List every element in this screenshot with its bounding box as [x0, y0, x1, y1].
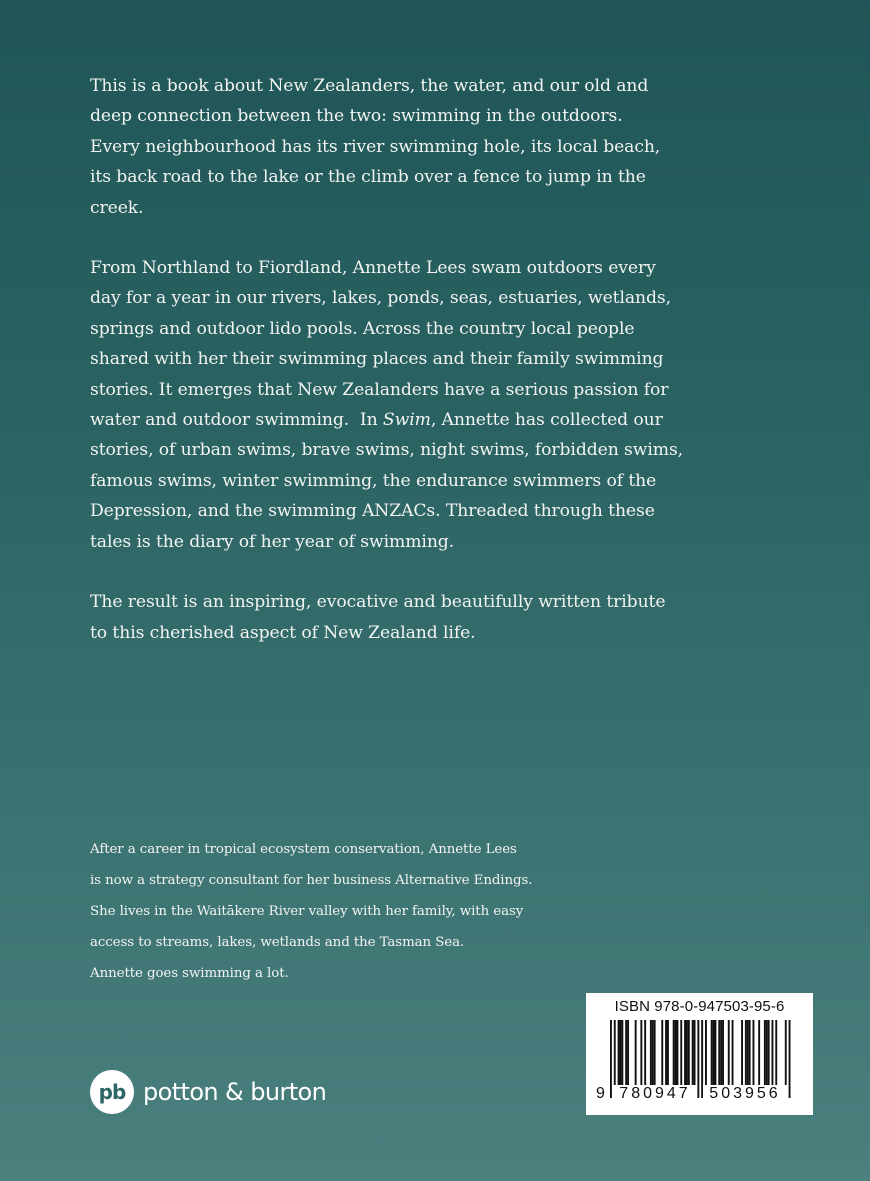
ean-first-digit: 9	[596, 1085, 605, 1102]
blurb-paragraph-2	[90, 253, 690, 557]
barcode-bar	[732, 1020, 734, 1085]
barcode-bar	[680, 1020, 682, 1085]
bio-line: After a career in tropical ecosystem conservation, Annette Lees	[90, 842, 517, 857]
barcode-bar	[652, 1020, 654, 1085]
blurb-line: stories, of urban swims, brave swims, night swims, forbidden swims,	[90, 440, 684, 461]
barcode-bar	[644, 1020, 646, 1085]
isbn-label: ISBN 978-0-947503-95-6	[614, 998, 785, 1015]
barcode-bar	[766, 1020, 768, 1085]
blurb-line: water and outdoor swimming. In	[90, 410, 383, 431]
isbn-barcode	[586, 993, 813, 1115]
barcode-bar	[610, 1020, 612, 1098]
blurb-line: Depression, and the swimming ANZACs. Threaded through these	[90, 501, 655, 522]
barcode-bar	[728, 1020, 730, 1085]
blurb-line: The result is an inspiring, evocative and beautifully written tribute	[90, 592, 666, 613]
blurb-line: to this cherished aspect of New Zealand life.	[90, 622, 476, 643]
barcode-bar	[620, 1020, 622, 1085]
barcode-bar	[625, 1020, 627, 1085]
barcode-bar	[621, 1020, 623, 1085]
barcode-bar	[677, 1020, 679, 1085]
barcode-bar	[747, 1020, 749, 1085]
blurb-line: shared with her their swimming places and their family swimming	[90, 349, 664, 370]
barcode-bar	[753, 1020, 755, 1085]
bio-line: is now a strategy consultant for her business Alternative Endings.	[90, 873, 533, 888]
barcode-bar	[749, 1020, 751, 1085]
barcode-bar	[789, 1020, 791, 1098]
barcode-bar	[768, 1020, 770, 1085]
bio-line: Annette goes swimming a lot.	[90, 966, 289, 981]
blurb-line: springs and outdoor lido pools. Across the country local people	[90, 318, 635, 339]
barcode-bar	[688, 1020, 690, 1085]
publisher-name: potton & burton	[143, 1078, 327, 1106]
pb-monogram-icon: pb	[90, 1070, 134, 1114]
blurb-line: This is a book about New Zealanders, the water, and our old and	[90, 76, 649, 96]
barcode-bar	[686, 1020, 688, 1085]
barcode-bar	[675, 1020, 677, 1085]
ean-left-digits: 780947	[613, 1085, 697, 1103]
barcode-bar	[720, 1020, 722, 1085]
barcode-bar	[618, 1020, 620, 1085]
barcode-bar	[650, 1020, 652, 1085]
blurb-line: its back road to the lake or the climb over a fence to jump in the creek.	[90, 167, 646, 218]
barcode-bar	[692, 1020, 694, 1085]
barcode-bar	[764, 1020, 766, 1085]
barcode-bar	[718, 1020, 720, 1085]
blurb	[90, 71, 690, 648]
barcode-bar	[697, 1020, 699, 1098]
barcode-bar	[741, 1020, 743, 1085]
barcode-bar	[705, 1020, 707, 1085]
barcode-bar	[713, 1020, 715, 1085]
book-title: Swim	[382, 410, 431, 431]
barcode-bar	[715, 1020, 717, 1085]
barcode-bar	[711, 1020, 713, 1085]
barcode-bar	[775, 1020, 777, 1085]
bio-line: access to streams, lakes, wetlands and the Tasman Sea.	[90, 935, 465, 950]
barcode-bar	[635, 1020, 637, 1085]
blurb-line: From Northland to Fiordland, Annette Lees swam outdoors every	[90, 258, 656, 279]
barcode-bar	[667, 1020, 669, 1085]
blurb-line: day for a year in our rivers, lakes, ponds, seas, estuaries, wetlands,	[90, 288, 671, 309]
barcode-bar	[684, 1020, 686, 1085]
barcode-bar	[745, 1020, 747, 1085]
publisher-logo	[90, 1070, 326, 1114]
blurb-line: deep connection between the two: swimming in the outdoors.	[90, 106, 623, 127]
blurb-line: stories. It emerges that New Zealanders have a serious passion for	[90, 379, 669, 400]
blurb-line: famous swims, winter swimming, the endurance swimmers of the	[90, 470, 657, 491]
blurb-paragraph-1	[90, 71, 690, 223]
bio-line: She lives in the Waitākere River valley with her family, with easy	[90, 904, 524, 919]
barcode-bar	[722, 1020, 724, 1085]
ean-right-digits: 503956	[703, 1085, 787, 1103]
barcode-bar	[640, 1020, 642, 1085]
barcode-bar	[665, 1020, 667, 1085]
blurb-line: tales is the diary of her year of swimming.	[90, 531, 455, 552]
blurb-paragraph-3	[90, 587, 690, 648]
blurb-line: Every neighbourhood has its river swimming hole, its local beach,	[90, 136, 661, 157]
author-bio	[90, 834, 570, 989]
barcode-bar	[627, 1020, 629, 1085]
barcode-bar	[654, 1020, 656, 1085]
barcode-bar	[673, 1020, 675, 1085]
blurb-line: , Annette has collected our	[430, 410, 663, 431]
barcode-bar	[694, 1020, 696, 1085]
barcode-bar	[772, 1020, 774, 1085]
barcode-bar	[758, 1020, 760, 1085]
barcode-bar	[661, 1020, 663, 1085]
